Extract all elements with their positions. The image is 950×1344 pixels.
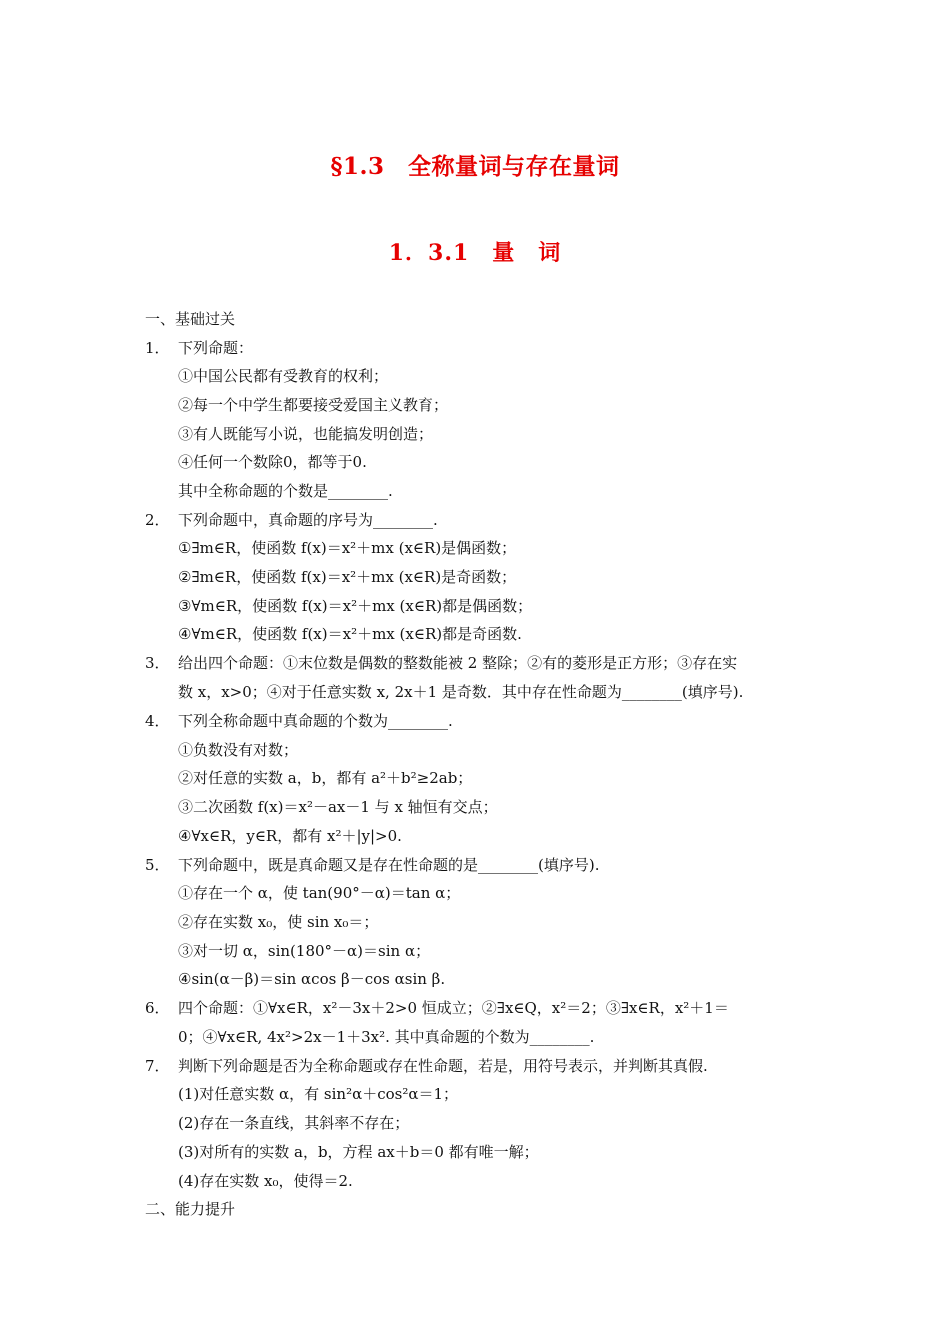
question-option: (1)对任意实数 α，有 sin²α＋cos²α＝1； bbox=[178, 1085, 459, 1103]
question-option: ③二次函数 f(x)＝x²－ax－1 与 x 轴恒有交点； bbox=[178, 798, 498, 816]
section-heading-advanced: 二、能力提升 bbox=[145, 1200, 236, 1218]
question-stem: 判断下列命题是否为全称命题或存在性命题，若是，用符号表示，并判断其真假. bbox=[178, 1057, 708, 1075]
question-stem: 下列命题中，真命题的序号为________. bbox=[178, 511, 438, 529]
question-option: ①存在一个 α，使 tan(90°－α)＝tan α； bbox=[178, 884, 461, 902]
question-option: (4)存在实数 x₀，使得＝2. bbox=[178, 1172, 353, 1190]
question-option: ④∀m∈R，使函数 f(x)＝x²＋mx (x∈R)都是奇函数. bbox=[178, 625, 522, 643]
question-number: 4． bbox=[145, 712, 170, 730]
question-option: (2)存在一条直线，其斜率不存在； bbox=[178, 1114, 410, 1132]
question-option: ③对一切 α，sin(180°－α)＝sin α； bbox=[178, 942, 431, 960]
question-number: 3． bbox=[145, 654, 170, 672]
question-stem: 下列全称命题中真命题的个数为________. bbox=[178, 712, 453, 730]
question-stem: 四个命题：①∀x∈R，x²－3x＋2>0 恒成立；②∃x∈Q，x²＝2；③∃x∈R，x²＋1＝ bbox=[178, 999, 729, 1017]
question-option: ②对任意的实数 a，b，都有 a²＋b²≥2ab； bbox=[178, 769, 473, 787]
question-option: ①负数没有对数； bbox=[178, 741, 299, 759]
chapter-title: §1.3 全称量词与存在量词 bbox=[330, 153, 620, 180]
section-title: 1．3.1 量 词 bbox=[388, 240, 562, 266]
question-number: 2． bbox=[145, 511, 170, 529]
question-number: 6． bbox=[145, 999, 170, 1017]
question-stem-continued: 数 x，x>0；④对于任意实数 x, 2x＋1 是奇数．其中存在性命题为________(填序号). bbox=[178, 683, 744, 701]
question-stem: 下列命题中，既是真命题又是存在性命题的是________(填序号). bbox=[178, 856, 600, 874]
question-prompt: 其中全称命题的个数是________. bbox=[178, 482, 393, 500]
question-stem-continued: 0；④∀x∈R, 4x²>2x－1＋3x². 其中真命题的个数为________. bbox=[178, 1028, 595, 1046]
question-option: ④∀x∈R，y∈R，都有 x²＋|y|>0. bbox=[178, 827, 402, 845]
question-option: ④sin(α－β)＝sin αcos β－cos αsin β. bbox=[178, 970, 446, 988]
section-heading-basic: 一、基础过关 bbox=[145, 310, 236, 328]
question-option: (3)对所有的实数 a，b，方程 ax＋b＝0 都有唯一解； bbox=[178, 1143, 539, 1161]
question-stem: 下列命题： bbox=[178, 339, 254, 357]
question-stem: 给出四个命题：①末位数是偶数的整数能被 2 整除；②有的菱形是正方形；③存在实 bbox=[178, 654, 738, 672]
question-option: ②存在实数 x₀，使 sin x₀＝； bbox=[178, 913, 379, 931]
question-number: 1． bbox=[145, 339, 170, 357]
question-number: 7． bbox=[145, 1057, 170, 1075]
question-option: ④任何一个数除0，都等于0. bbox=[178, 453, 367, 471]
question-option: ①中国公民都有受教育的权利； bbox=[178, 367, 389, 385]
question-option: ②∃m∈R，使函数 f(x)＝x²＋mx (x∈R)是奇函数； bbox=[178, 568, 517, 586]
question-option: ②每一个中学生都要接受爱国主义教育； bbox=[178, 396, 449, 414]
question-number: 5． bbox=[145, 856, 170, 874]
question-option: ①∃m∈R，使函数 f(x)＝x²＋mx (x∈R)是偶函数； bbox=[178, 539, 517, 557]
question-option: ③有人既能写小说，也能搞发明创造； bbox=[178, 425, 434, 443]
question-option: ③∀m∈R，使函数 f(x)＝x²＋mx (x∈R)都是偶函数； bbox=[178, 597, 533, 615]
